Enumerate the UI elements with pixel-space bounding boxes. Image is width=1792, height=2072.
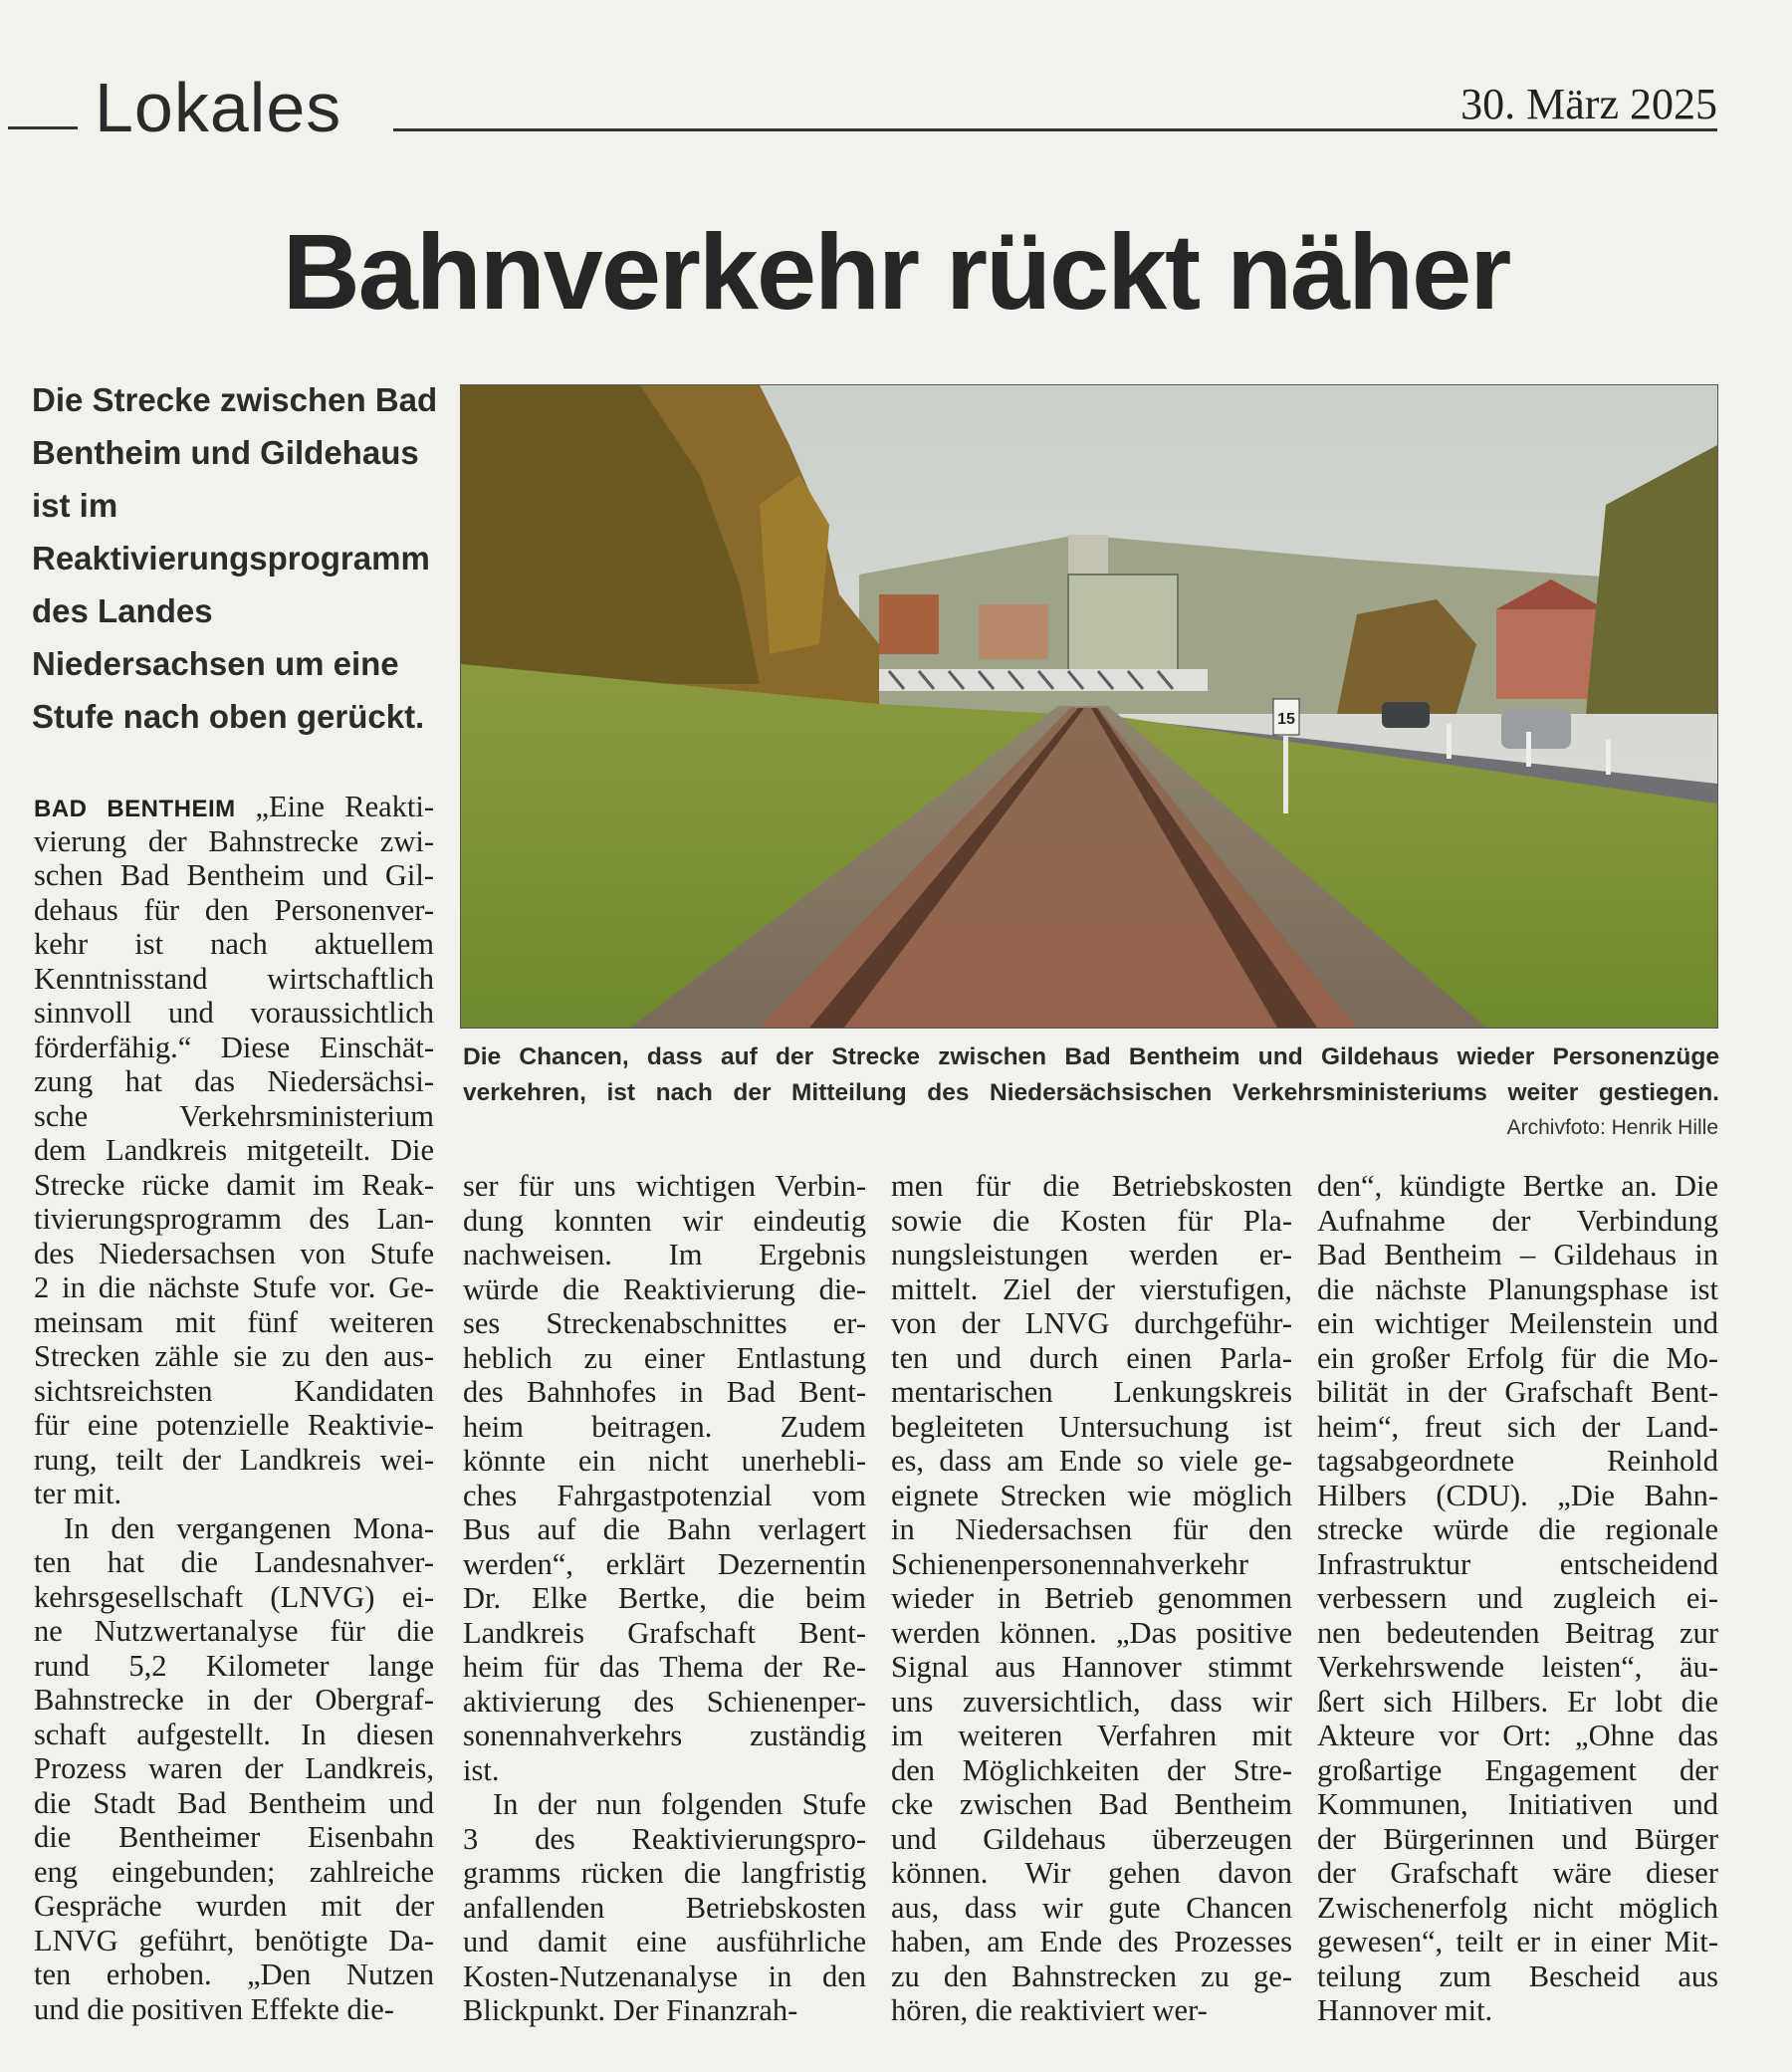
article-line: Zwischenerfolg nicht möglich [1317,1890,1718,1925]
issue-date: 30. März 2025 [1460,80,1717,128]
article-line: mentarischen Lenkungskreis [891,1375,1292,1409]
article-line: im weiteren Verfahren mit [891,1719,1292,1752]
article-line: dung konnten wir eindeutig [463,1203,866,1238]
article-line: bilität in der Grafschaft Bent- [1317,1375,1718,1409]
article-line: hören, die reaktiviert wer- [891,1993,1208,2027]
article-line: Hilbers (CDU). „Die Bahn- [1317,1478,1718,1512]
article-line: der Grafschaft wäre dieser [1317,1856,1718,1890]
article-line: Gespräche wurden mit der [34,1889,434,1923]
article-line: ses Streckenabschnittes er- [463,1306,866,1340]
article-column-2 [463,1169,866,2028]
article-line: förderfähig.“ Diese Einschät- [34,1030,434,1064]
article-line: sinnvoll und voraussichtlich [34,996,434,1030]
article-line: Strecken zähle sie zu den aus- [34,1339,434,1373]
article-line: werden können. „Das positive [891,1615,1292,1650]
article-line: uns zuversichtlich, dass wir [891,1684,1292,1719]
article-line: die nächste Planungsphase ist [1317,1271,1718,1306]
article-line: ist. [463,1752,500,1787]
article-line: Signal aus Hannover stimmt [891,1650,1292,1684]
article-line: sichtsreichsten Kandidaten [34,1373,434,1408]
km-sign-number: 15 [1277,711,1295,728]
article-line-text: „Eine Reakti- [255,790,434,823]
article-line: cke zwischen Bad Bentheim [891,1787,1292,1821]
article-line: großartige Engagement der [1317,1752,1718,1787]
article-line: Akteure vor Ort: „Ohne das [1317,1719,1718,1752]
article-line: sche Verkehrsministerium [34,1098,434,1133]
article-line: des Niedersachsen von Stufe [34,1236,434,1270]
photo-caption [463,1039,1719,1111]
article-line: ten erhoben. „Den Nutzen [34,1957,434,1991]
article-line: eignete Strecken wie möglich [891,1478,1292,1512]
article-line: Strecke rücke damit im Reak- [34,1167,434,1202]
article-line: dehaus für den Personenver- [34,892,434,927]
article-line: Dr. Elke Bertke, die beim [463,1581,866,1615]
article-line: Infrastruktur entscheidend [1317,1546,1718,1581]
article-line: des Bahnhofes in Bad Bent- [463,1375,866,1409]
article-line: 3 des Reaktivierungspro- [463,1821,866,1856]
article-line: In der nun folgenden Stufe [493,1787,866,1821]
section-title: Lokales [95,69,342,146]
article-line: schaft aufgestellt. In diesen [34,1717,434,1751]
article-line: und Gildehaus überzeugen [891,1821,1292,1856]
article-line: Prozess waren der Landkreis, [34,1751,434,1785]
article-line: Hannover mit. [1317,1993,1493,2027]
article-line: kehrsgesellschaft (LNVG) ei- [34,1579,434,1614]
article-line: ein großer Erfolg für die Mo- [1317,1340,1718,1375]
article-line: ten und durch einen Parla- [891,1340,1292,1375]
article-line: Kenntnisstand wirtschaftlich [34,961,434,996]
article-line: dem Landkreis mitgeteilt. Die [34,1133,434,1167]
article-line: die Stadt Bad Bentheim und [34,1785,434,1820]
article-line: heim für das Thema der Re- [463,1650,866,1684]
article-line: tagsabgeordnete Reinhold [1317,1444,1718,1478]
article-line: zung hat das Niedersächsi- [34,1064,434,1098]
article-line: können. Wir gehen davon [891,1856,1292,1890]
railway-track-photo [461,385,1717,1028]
article-column-3 [891,1169,1292,2028]
article-line: ne Nutzwertanalyse für die [34,1614,434,1648]
article-line: LNVG geführt, benötigte Da- [34,1923,434,1957]
article-line: es, dass am Ende so viele ge- [891,1444,1292,1478]
article-line: von der LNVG durchgeführ- [891,1306,1292,1340]
article-line: Landkreis Grafschaft Bent- [463,1615,866,1650]
article-line: ßert sich Hilbers. Er lobt die [1317,1684,1718,1719]
article-line: aus, dass wir gute Chancen [891,1890,1292,1925]
article-line: vierung der Bahnstrecke zwi- [34,823,434,858]
article-line: wieder in Betrieb genommen [891,1581,1292,1615]
caption-line: Die Chancen, dass auf der Strecke zwischen Bad Bentheim und Gildehaus wieder Personenzüge [463,1043,1719,1070]
article-line: aktivierung des Schienenper- [463,1684,866,1719]
article-line: eng eingebunden; zahlreiche [34,1854,434,1889]
article-line: in Niedersachsen für den [891,1512,1292,1546]
article-line: rund 5,2 Kilometer lange [34,1648,434,1683]
article-line: strecke würde die regionale [1317,1512,1718,1546]
article-line: mittelt. Ziel der vierstufigen, [891,1271,1292,1306]
article-line: teilung zum Bescheid aus [1317,1958,1718,1993]
article-line: werden“, erklärt Dezernentin [463,1546,866,1581]
article-line: und damit eine ausführliche [463,1925,866,1958]
article-line: Kommunen, Initiativen und [1317,1787,1718,1821]
lead-paragraph: Die Strecke zwischen Bad Bentheim und Gildehaus ist im Reaktivierungsprogramm des Landes Niedersachsen um eine Stufe nach oben gerückt. [32,381,438,735]
article-line: Verkehrswende leisten“, äu- [1317,1650,1718,1684]
article-line [34,790,434,824]
article-line: für eine potenzielle Reaktivie- [34,1408,434,1442]
article-line: tivierungsprogramm des Lan- [34,1202,434,1236]
article-line: ches Fahrgastpotenzial vom [463,1478,866,1512]
article-line: die Bentheimer Eisenbahn [34,1820,434,1854]
article-line: 2 in die nächste Stufe vor. Ge- [34,1270,434,1304]
article-line: Bad Bentheim – Gildehaus in [1317,1238,1718,1271]
caption-line: verkehren, ist nach der Mitteilung des Niedersächsischen Verkehrsministeriums weiter gestiegen. [463,1079,1719,1106]
article-line: würde die Reaktivierung die- [463,1271,866,1306]
article-line: anfallenden Betriebskosten [463,1890,866,1925]
article-line: Bahnstrecke in der Obergraf- [34,1683,434,1717]
article-line: gramms rücken die langfristig [463,1856,866,1890]
article-line: den Möglichkeiten der Stre- [891,1752,1292,1787]
article-line: ten hat die Landesnahver- [34,1545,434,1579]
article-line: könnte ein nicht unerhebli- [463,1444,866,1478]
article-line: heim beitragen. Zudem [463,1409,866,1444]
article-line: den“, kündigte Bertke an. Die [1317,1169,1718,1203]
article-line: nungsleistungen werden er- [891,1238,1292,1271]
article-line: sowie die Kosten für Pla- [891,1203,1292,1238]
article-line: men für die Betriebskosten [891,1169,1292,1203]
article-line: und die positiven Effekte die- [34,1991,394,2026]
article-line: kehr ist nach aktuellem [34,927,434,961]
article-line: Kosten-Nutzenanalyse in den [463,1958,866,1993]
article-line: ein wichtiger Meilenstein und [1317,1306,1718,1340]
article-line: nen bedeutenden Beitrag zur [1317,1615,1718,1650]
article-line: sonennahverkehrs zuständig [463,1719,866,1752]
article-line: Bus auf die Bahn verlagert [463,1512,866,1546]
article-line: haben, am Ende des Prozesses [891,1925,1292,1958]
article-column-1 [34,790,434,2026]
article-line: schen Bad Bentheim und Gil- [34,858,434,892]
article-line: rung, teilt der Landkreis wei- [34,1442,434,1477]
article-line: verbessern und zugleich ei- [1317,1581,1718,1615]
article-line: heblich zu einer Entlastung [463,1340,866,1375]
article-column-4 [1317,1169,1718,2028]
article-photo [460,384,1718,1029]
article-line: Schienenpersonennahverkehr [891,1546,1249,1581]
article-line: gewesen“, teilt er in einer Mit- [1317,1925,1718,1958]
article-line: heim“, freut sich der Land- [1317,1409,1718,1444]
article-line: zu den Bahnstrecken zu ge- [891,1958,1292,1993]
photo-credit: Archivfoto: Henrik Hille [1506,1116,1718,1139]
dateline: BAD BENTHEIM [34,796,256,822]
article-line: Aufnahme der Verbindung [1317,1203,1718,1238]
article-line: meinsam mit fünf weiteren [34,1304,434,1339]
article-line: der Bürgerinnen und Bürger [1317,1821,1718,1856]
article-line: nachweisen. Im Ergebnis [463,1238,866,1271]
headline: Bahnverkehr rückt näher [282,211,1510,332]
header-rule-left [8,126,78,129]
article-line: ser für uns wichtigen Verbin- [463,1169,866,1203]
article-line: ter mit. [34,1477,122,1510]
article-line: Blickpunkt. Der Finanzrah- [463,1993,798,2027]
article-line: begleiteten Untersuchung ist [891,1409,1292,1444]
article-line: In den vergangenen Mona- [64,1510,434,1545]
